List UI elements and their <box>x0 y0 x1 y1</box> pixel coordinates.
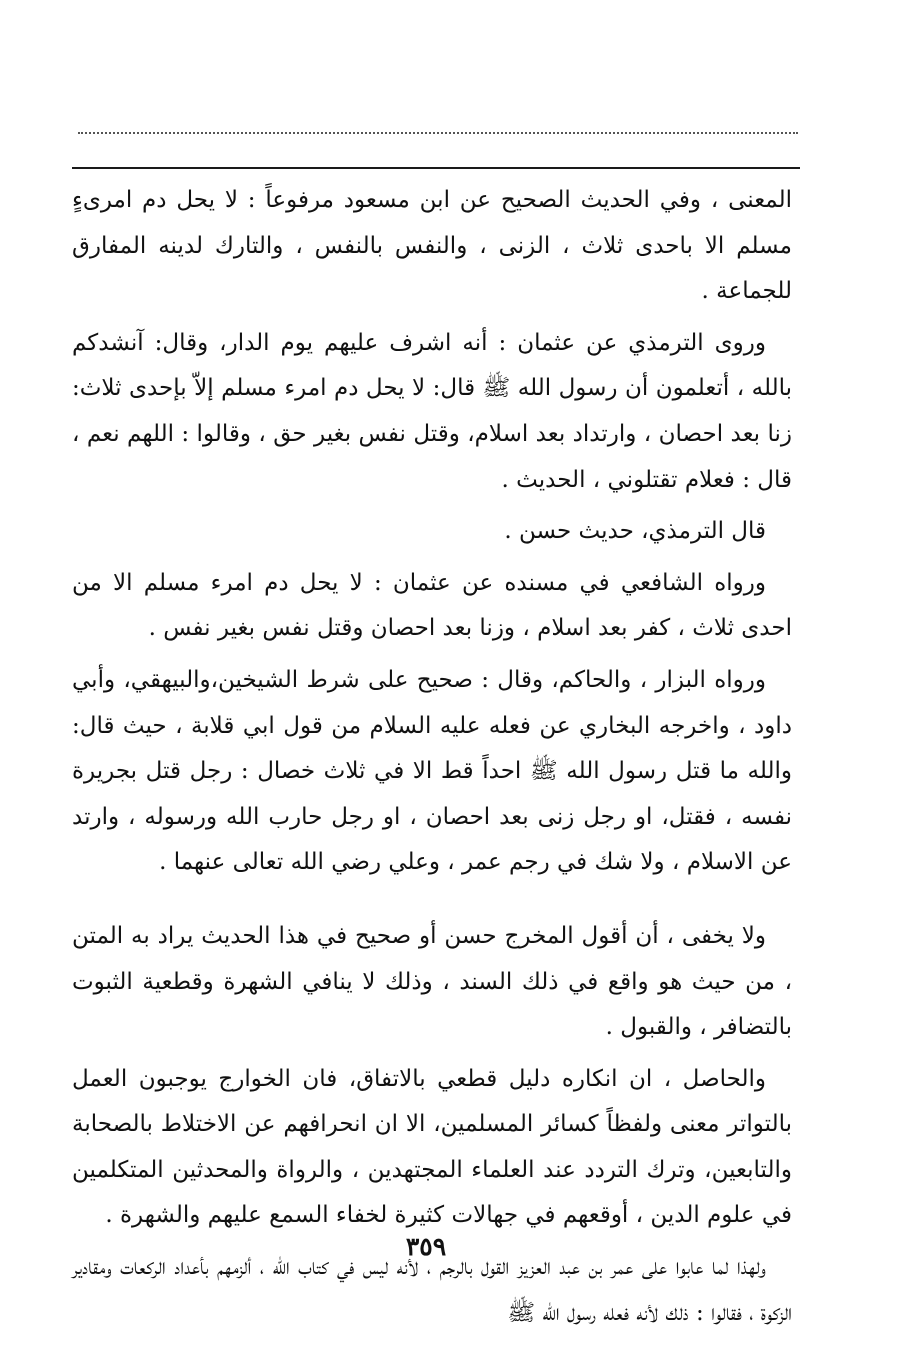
paragraph-1: المعنى ، وفي الحديث الصحيح عن ابن مسعود مرفوعاً : لا يحل دم امرىءٍ مسلم الا باحدى ثلاث ، الزنى ، والنفس بالنفس ، والتارك لدينه المفارق للجماعة . <box>72 187 792 305</box>
paragraph-4: ورواه الشافعي في مسنده عن عثمان : لا يحل دم امرء مسلم الا من احدى ثلاث ، كفر بعد اسلام ، وزنا بعد احصان وقتل نفس بغير نفس . <box>72 569 792 642</box>
header-rule <box>72 167 800 169</box>
paragraph-7: والحاصل ، ان انكاره دليل قطعي بالاتفاق، فان الخوارج يوجبون العمل بالتواتر معنى ولفظاً كسائر المسلمين، الا ان انحرافهم عن الاختلاط بالصحابة والتابعين، وترك التردد عند العلماء المجتهدين ، والرواة والمحدثين المتكلمين في علوم الدين ، أوقعهم في جهالات كثيرة لخفاء السمع عليهم والشهرة . <box>72 1065 793 1229</box>
page-number: ٣٥٩ <box>405 1232 447 1261</box>
header-dotted-separator <box>78 132 798 134</box>
paragraph-5: ورواه البزار ، والحاكم، وقال : صحيح على شرط الشيخين،والبيهقي، وأبي داود ، واخرجه البخاري عن فعله عليه السلام من قول ابي قلابة ، حيث قال: والله ما قتل رسول الله ﷺ احداً قط الا في ثلاث خصال : رجل قتل بجريرة نفسه ، فقتل، او رجل زنى بعد احصان ، او رجل حارب الله ورسوله ، وارتد عن الاسلام ، ولا شك في رجم عمر ، وعلي رضي الله تعالى عنهما . <box>72 666 792 876</box>
paragraph-2: وروى الترمذي عن عثمان : أنه اشرف عليهم يوم الدار، وقال: آنشدكم بالله ، أتعلمون أن رسول الله ﷺ قال: لا يحل دم امرء مسلم إلاّ بإحدى ثلاث: زنا بعد احصان ، وارتداد بعد اسلام، وقتل نفس بغير حق ، وقالوا : اللهم نعم ، قال : فعلام تقتلوني ، الحديث . <box>72 329 792 493</box>
paragraph-8: ولهذا لما عابوا على عمر بن عبد العزيز القول بالرجم ، لأنه ليس في كتاب الله ، ألزمهم بأعداد الركعات ومقادير الزكوة ، فقالوا : ذلك لأنه فعله رسول الله ﷺ <box>72 1254 792 1326</box>
paragraph-3: قال الترمذي، حديث حسن . <box>504 518 766 545</box>
page-body <box>72 178 792 1342</box>
paragraph-6: ولا يخفى ، أن أقول المخرج حسن أو صحيح في هذا الحديث يراد به المتن ، من حيث هو واقع في ذلك السند ، وذلك لا ينافي الشهرة وقطعية الثبوت بالتضافر ، والقبول . <box>72 922 792 1041</box>
